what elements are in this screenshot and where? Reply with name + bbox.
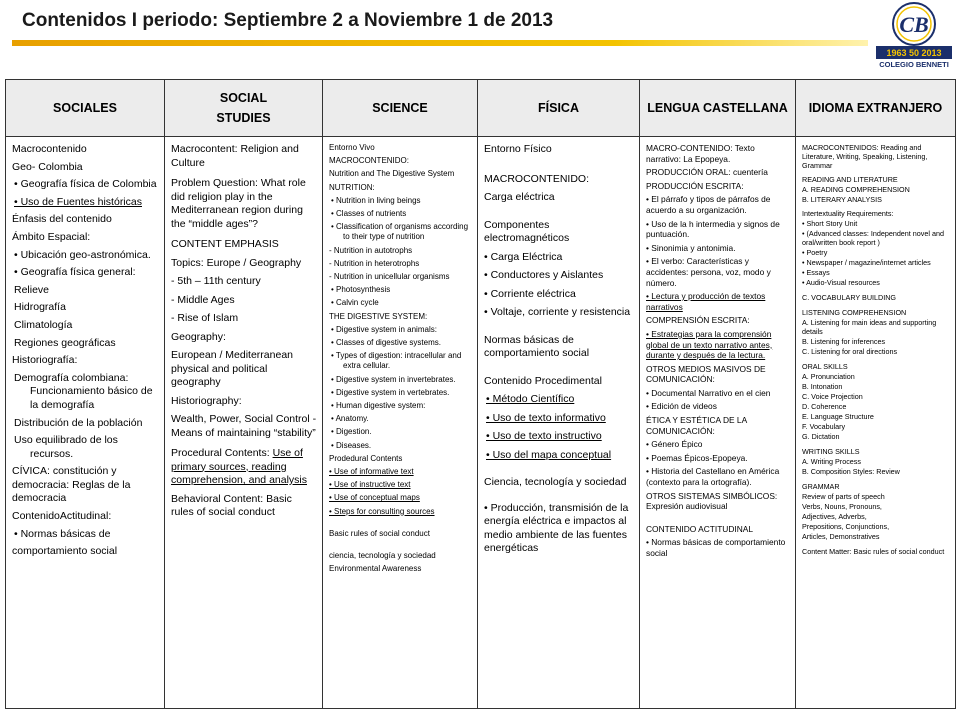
idioma-line: ORAL SKILLS bbox=[802, 362, 848, 371]
social-studies-line bbox=[171, 447, 317, 488]
page-title: Contenidos I periodo: Septiembre 2 a Noviembre 1 de 2013 bbox=[22, 10, 554, 31]
fisica-line: • Voltaje, corriente y resistencia bbox=[484, 306, 631, 318]
lengua-line: • Uso de la h intermedia y signos de puntuación. bbox=[646, 218, 780, 240]
lengua-line: • Lectura y producción de textos narrativos bbox=[646, 291, 766, 312]
idioma-line: A. READING COMPREHENSION bbox=[802, 185, 910, 194]
idioma-line: Review of parts of speech bbox=[802, 492, 885, 501]
social-studies-line: - Rise of Islam bbox=[171, 312, 239, 324]
social-studies-line: CONTENT EMPHASIS bbox=[171, 238, 279, 250]
sociales-line: • Geografía física de Colombia bbox=[14, 178, 157, 191]
science-line: • Digestion. bbox=[331, 427, 372, 437]
social-studies-line: Macrocontent: Religion and Culture bbox=[171, 143, 299, 169]
lengua-line: • Género Épico bbox=[646, 439, 703, 450]
idioma-line: Adjectives, Adverbs, bbox=[802, 512, 867, 521]
fisica-line: • Uso de texto instructivo bbox=[486, 430, 602, 442]
cell-lengua bbox=[640, 137, 796, 709]
lengua-line: OTROS MEDIOS MASIVOS DE COMUNICACIÓN: bbox=[646, 363, 766, 385]
idioma-line: • Poetry bbox=[802, 248, 828, 257]
idioma-line: Intertextuality Requirements: bbox=[802, 209, 894, 218]
science-line: Entorno Vivo bbox=[329, 143, 375, 152]
logo-years: 1963 50 2013 bbox=[886, 48, 942, 58]
sociales-line: ContenidoActitudinal: bbox=[12, 510, 112, 523]
fisica-line: • Uso del mapa conceptual bbox=[486, 448, 612, 461]
fisica-line: Normas básicas de comportamiento social bbox=[484, 333, 590, 359]
lengua-line: • Poemas Épicos-Epopeya. bbox=[646, 452, 748, 463]
lengua-line: PRODUCCIÓN ESCRITA: bbox=[646, 180, 744, 191]
fisica-line: • Corriente eléctrica bbox=[484, 287, 576, 300]
sociales-line: Macrocontenido bbox=[12, 143, 87, 155]
lengua-line: • El verbo: Características y accidentes: persona, voz, modo y número. bbox=[646, 256, 771, 288]
sociales-line: Hidrografía bbox=[14, 301, 66, 314]
sociales-line: Ámbito Espacial: bbox=[12, 230, 91, 243]
idioma-line: E. Language Structure bbox=[802, 412, 874, 421]
header-social-studies-text: SOCIAL STUDIES bbox=[216, 91, 271, 125]
science-line: • Nutrition in living beings bbox=[331, 195, 421, 205]
idioma-line: GRAMMAR bbox=[802, 482, 840, 491]
lengua-line: OTROS SISTEMAS SIMBÓLICOS: Expresión audiovisual bbox=[646, 490, 778, 512]
social-studies-line: - Middle Ages bbox=[171, 293, 235, 306]
science-line: NUTRITION: bbox=[329, 182, 375, 192]
fisica-line: Ciencia, tecnología y sociedad bbox=[484, 476, 627, 488]
science-line: • Human digestive system: bbox=[331, 401, 426, 411]
fisica-line: • Producción, transmisión de la energía eléctrica e impactos al medio ambiente de las fuentes energéticas bbox=[484, 501, 629, 554]
science-line: • Use of instructive text bbox=[329, 480, 411, 490]
social-studies-line: European / Mediterranean physical and political geography bbox=[171, 349, 293, 388]
sociales-line: Historiografía: bbox=[12, 354, 78, 367]
logo-initials: CB bbox=[899, 12, 929, 37]
sociales-line: Demografía colombiana: Funcionamiento básico de la demografía bbox=[14, 371, 153, 411]
lengua-line: • El párrafo y tipos de párrafos de acuerdo a su organización. bbox=[646, 194, 771, 215]
idioma-line: LISTENING COMPREHENSION bbox=[802, 308, 907, 317]
science-line: - Nutrition in heterotrophs bbox=[329, 258, 420, 268]
science-line: • Use of informative text bbox=[329, 467, 414, 477]
lengua-line: • Historia del Castellano en América (contexto para la ortografía). bbox=[646, 466, 780, 488]
sociales-line: • Ubicación geo-astronómica. bbox=[14, 248, 151, 261]
science-line: Nutrition and The Digestive System bbox=[329, 169, 455, 179]
idioma-line: • Short Story Unit bbox=[802, 219, 858, 228]
science-line: ciencia, tecnología y sociedad bbox=[329, 551, 436, 561]
lengua-line: • Documental Narrativo en el cien bbox=[646, 387, 771, 398]
contents-table bbox=[5, 79, 956, 709]
idioma-line: MACROCONTENIDOS: Reading and Literature, Writing, Speaking, Listening, Grammar bbox=[802, 143, 928, 170]
cell-science bbox=[323, 137, 478, 709]
fisica-line: • Método Científico bbox=[486, 393, 575, 405]
idioma-line: • Audio-Visual resources bbox=[802, 278, 880, 287]
science-line: - Nutrition in unicellular organisms bbox=[329, 272, 450, 282]
cell-idioma bbox=[796, 137, 956, 709]
science-line: • Photosynthesis bbox=[331, 285, 391, 295]
logo-school-name: COLEGIO BENNETI bbox=[879, 60, 949, 69]
idioma-line: • Newspaper / magazine/internet articles bbox=[802, 258, 931, 267]
science-line: • Classes of nutrients bbox=[331, 209, 407, 219]
sociales-line: Geo- Colombia bbox=[12, 160, 83, 173]
idioma-line: A. Writing Process bbox=[802, 457, 861, 466]
fisica-line: Carga eléctrica bbox=[484, 191, 555, 203]
idioma-line: C. Voice Projection bbox=[802, 392, 863, 401]
title-underline-bar bbox=[12, 40, 872, 46]
science-line: • Classes of digestive systems. bbox=[331, 338, 441, 348]
fisica-line: • Uso de texto informativo bbox=[486, 411, 606, 424]
idioma-line: WRITING SKILLS bbox=[802, 447, 860, 456]
sociales-line bbox=[12, 196, 159, 210]
fisica-line: Componentes electromagnéticos bbox=[484, 218, 570, 244]
social-studies-line: - 5th – 11th century bbox=[171, 275, 261, 287]
idioma-line: B. LITERARY ANALYSIS bbox=[802, 195, 882, 204]
fisica-line: MACROCONTENIDO: bbox=[484, 172, 589, 185]
sociales-line: Énfasis del contenido bbox=[12, 213, 112, 226]
procedural-label: Procedural Contents: bbox=[171, 447, 273, 459]
idioma-line: D. Coherence bbox=[802, 402, 847, 411]
idioma-line: G. Dictation bbox=[802, 432, 840, 441]
header-lengua: LENGUA CASTELLANA bbox=[640, 80, 796, 137]
sociales-line: Regiones geográficas bbox=[14, 336, 116, 349]
lengua-line: MACRO-CONTENIDO: Texto narrativo: La Epopeya. bbox=[646, 143, 755, 164]
social-studies-line: Historiography: bbox=[171, 394, 242, 407]
idioma-line: B. Composition Styles: Review bbox=[802, 467, 900, 476]
idioma-line: • (Advanced classes: Independent novel and oral/written book report ) bbox=[802, 229, 944, 247]
science-line: Basic rules of social conduct bbox=[329, 528, 430, 538]
sociales-line: Climatología bbox=[14, 318, 73, 331]
header-idioma: IDIOMA EXTRANJERO bbox=[796, 80, 956, 137]
lengua-line: ÉTICA Y ESTÉTICA DE LA COMUNICACIÓN: bbox=[646, 415, 747, 436]
header-social-studies bbox=[165, 80, 323, 137]
lengua-line: • Normas básicas de comportamiento social bbox=[646, 537, 786, 558]
social-studies-line: Behavioral Content: Basic rules of social conduct bbox=[171, 492, 292, 518]
lengua-line: • Estrategias para la comprensión global de un texto narrativo antes, durante y después de la lectura. bbox=[646, 328, 773, 361]
header-fisica: FÍSICA bbox=[478, 80, 640, 137]
social-studies-line: Problem Question: What role did religion play in the Mediterranean region during the “middle ages”? bbox=[171, 177, 306, 230]
cell-social-studies bbox=[165, 137, 323, 709]
science-line: • Digestive system in vertebrates. bbox=[331, 387, 450, 397]
fisica-line: Entorno Físico bbox=[484, 143, 552, 155]
idioma-line: Verbs, Nouns, Pronouns, bbox=[802, 502, 882, 511]
procedural-link: Use of primary sources, reading comprehension, and analysis bbox=[171, 447, 307, 486]
idioma-line: READING AND LITERATURE bbox=[802, 175, 898, 184]
sociales-line: comportamiento social bbox=[12, 545, 118, 558]
social-studies-line: Wealth, Power, Social Control - Means of maintaining “stability” bbox=[171, 413, 317, 439]
sociales-line: Uso equilibrado de los recursos. bbox=[14, 434, 118, 460]
science-line: • Types of digestion: intracellular and extra cellular. bbox=[331, 351, 462, 371]
idioma-line: • Essays bbox=[802, 268, 830, 277]
lengua-line: • Edición de videos bbox=[646, 401, 717, 412]
cell-fisica bbox=[478, 137, 640, 709]
sociales-line: Distribución de la población bbox=[14, 416, 143, 429]
lengua-line: • Sinonimia y antonimia. bbox=[646, 242, 736, 253]
science-line: - Nutrition in autotrophs bbox=[329, 245, 413, 255]
lengua-line: COMPRENSIÓN ESCRITA: bbox=[646, 315, 750, 326]
sociales-line: Relieve bbox=[14, 283, 50, 296]
idioma-line: F. Vocabulary bbox=[802, 422, 846, 431]
idioma-line: C. Listening for oral directions bbox=[802, 347, 898, 356]
idioma-line: A. Pronunciation bbox=[802, 372, 855, 381]
science-line: • Anatomy. bbox=[331, 414, 369, 424]
science-line: THE DIGESTIVE SYSTEM: bbox=[329, 311, 428, 321]
lengua-line: PRODUCCIÓN ORAL: cuentería bbox=[646, 167, 768, 178]
sociales-line: CÍVICA: constitución y democracia: Reglas de la democracia bbox=[12, 465, 131, 505]
lengua-line: CONTENIDO ACTITUDINAL bbox=[646, 523, 754, 534]
science-line: • Digestive system in invertebrates. bbox=[331, 374, 456, 384]
sociales-fuentes-link: • Uso de Fuentes históricas bbox=[14, 195, 142, 208]
sociales-line: • Geografía física general: bbox=[14, 266, 136, 279]
header-science: SCIENCE bbox=[323, 80, 478, 137]
sociales-line: • Normas básicas de bbox=[14, 527, 111, 540]
science-line: • Calvin cycle bbox=[331, 298, 379, 308]
cell-sociales bbox=[6, 137, 165, 709]
idioma-line: Content Matter: Basic rules of social conduct bbox=[802, 547, 945, 556]
idioma-line: B. Intonation bbox=[802, 382, 843, 391]
idioma-line: C. VOCABULARY BUILDING bbox=[802, 293, 896, 302]
social-studies-line: Topics: Europe / Geography bbox=[171, 256, 302, 269]
fisica-line: • Conductores y Aislantes bbox=[484, 269, 604, 281]
idioma-line: B. Listening for inferences bbox=[802, 337, 886, 346]
idioma-line: Articles, Demonstratives bbox=[802, 532, 880, 541]
science-line: Prodedural Contents bbox=[329, 453, 403, 463]
idioma-line: A. Listening for main ideas and supporting details bbox=[802, 318, 937, 336]
header-sociales: SOCIALES bbox=[6, 80, 165, 137]
social-studies-line: Geography: bbox=[171, 330, 226, 343]
science-line: • Digestive system in animals: bbox=[331, 324, 437, 334]
science-line: • Use of conceptual maps bbox=[329, 493, 420, 503]
science-line: • Diseases. bbox=[331, 440, 372, 450]
science-line: MACROCONTENIDO: bbox=[329, 156, 409, 166]
idioma-line: Prepositions, Conjunctions, bbox=[802, 522, 890, 531]
science-line: Environmental Awareness bbox=[329, 564, 422, 574]
science-line: • Classification of organisms according to their type of nutrition bbox=[331, 222, 469, 242]
fisica-line: • Carga Eléctrica bbox=[484, 250, 563, 263]
fisica-line: Contenido Procedimental bbox=[484, 374, 602, 387]
school-logo bbox=[868, 0, 960, 70]
science-line: • Steps for consulting sources bbox=[329, 506, 435, 516]
